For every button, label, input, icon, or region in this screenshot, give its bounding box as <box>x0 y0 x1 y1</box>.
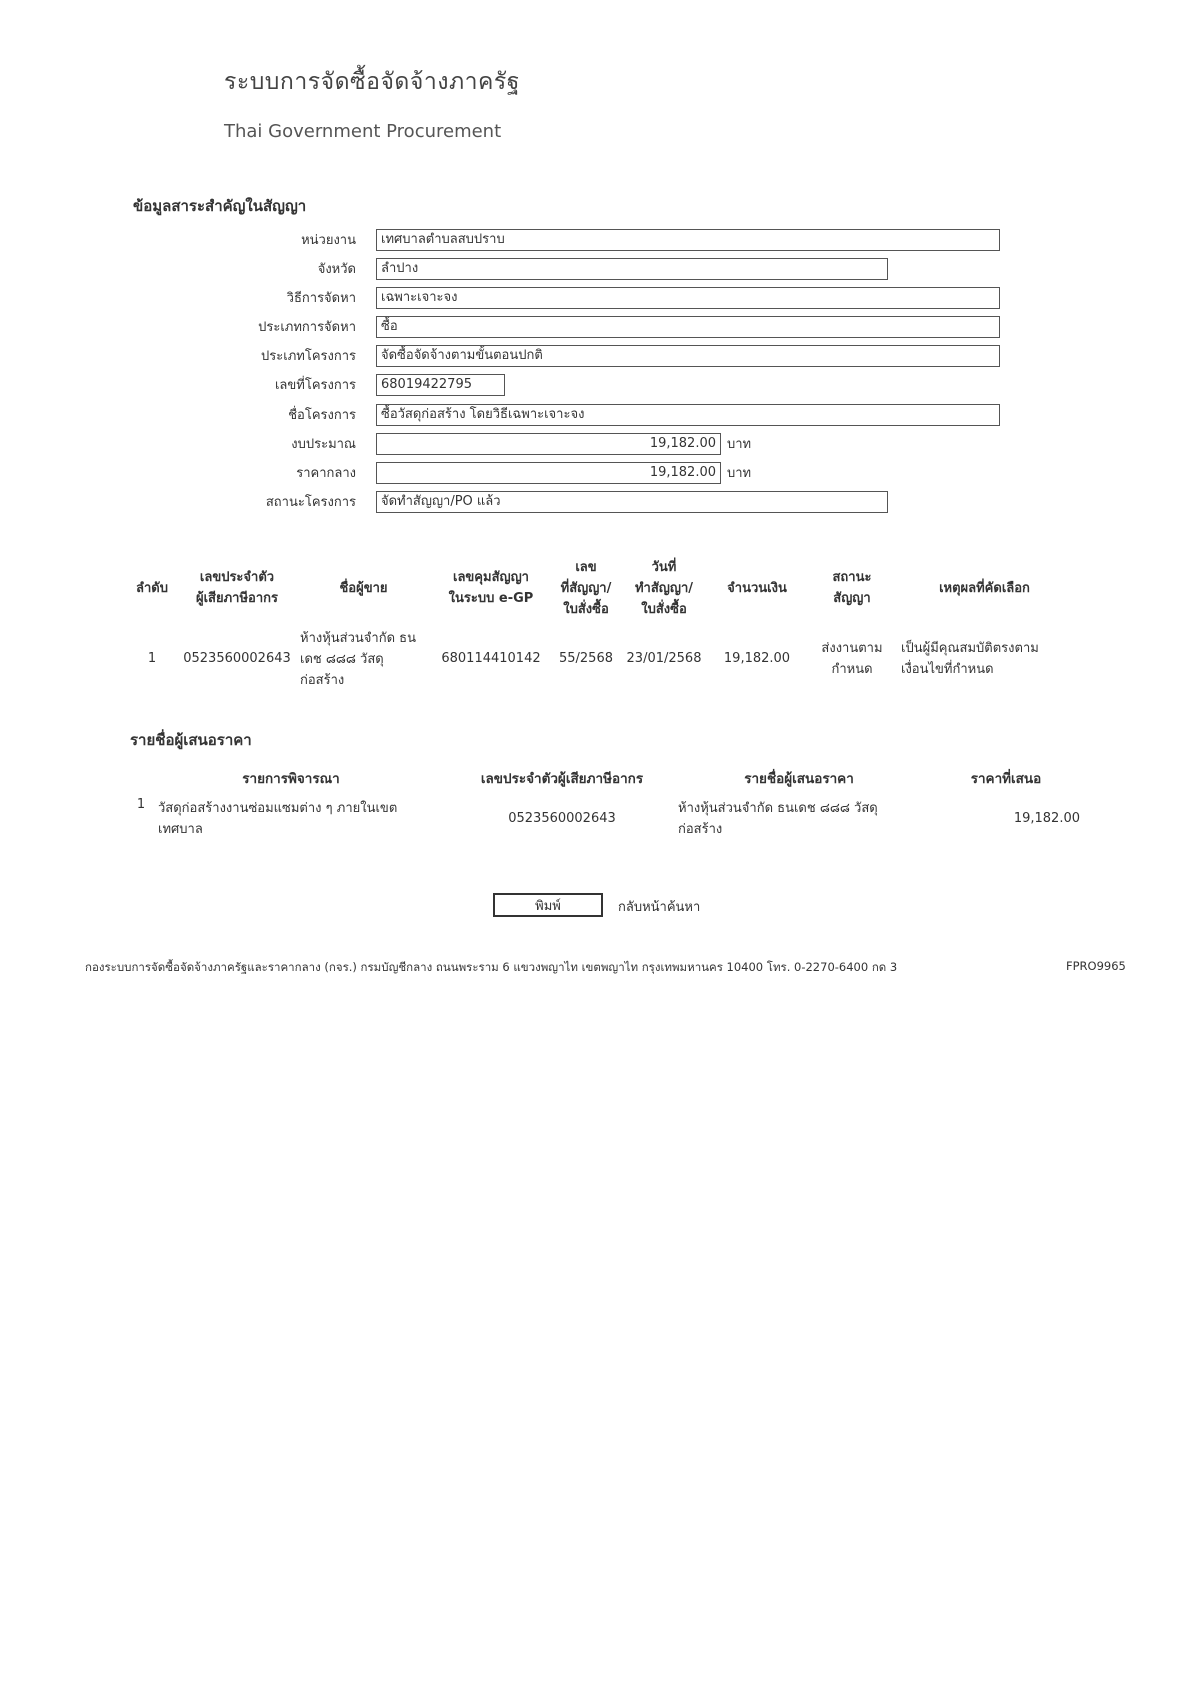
bidder-row <box>130 793 1086 843</box>
header-date-line2: ทำสัญญา/ <box>634 580 693 596</box>
header-status-line1: สถานะ <box>832 570 872 585</box>
bidder-name-line1: ห้างหุ้นส่วนจำกัด ธนเดช ๘๘๘ วัสดุ <box>678 801 878 816</box>
field-project-no-value: 68019422795 <box>376 374 505 396</box>
header-item: รายการพิจารณา <box>242 771 340 787</box>
header-control-no <box>431 551 551 623</box>
header-bid-price: ราคาที่เสนอ <box>970 771 1042 787</box>
print-button[interactable]: พิมพ์ <box>493 893 603 917</box>
header-bidder-name: รายชื่อผู้เสนอราคา <box>744 771 854 787</box>
header-status <box>807 551 897 623</box>
field-procurement-type-label: ประเภทการจัดหา <box>258 320 356 335</box>
contract-tax-id: 0523560002643 <box>183 650 291 666</box>
header-bidder-tax-id: เลขประจำตัวผู้เสียภาษีอากร <box>480 771 644 787</box>
footer-address: กองระบบการจัดซื้อจัดจ้างภาครัฐและราคากลาง (กจร.) กรมบัญชีกลาง ถนนพระราม 6 แขวงพญาไท เขตพญาไท กรุงเทพมหานคร 10400 โทร. 0-2270-6400 กด 3 <box>85 960 898 974</box>
field-median-price-value: 19,182.00 <box>376 462 721 484</box>
field-province-value: ลำปาง <box>376 258 888 280</box>
summary-section-title: ข้อมูลสาระสำคัญในสัญญา <box>133 197 307 215</box>
header-seller: ชื่อผู้ขาย <box>339 580 388 596</box>
bidder-item-line1: วัสดุก่อสร้างงานซ่อมแซมต่าง ๆ ภายในเขต <box>158 801 398 816</box>
header-date <box>621 551 707 623</box>
bidder-name-line2: ก่อสร้าง <box>678 822 723 837</box>
contract-status-line2: กำหนด <box>831 662 873 677</box>
field-project-type-value: จัดซื้อจัดจ้างตามขั้นตอนปกติ <box>376 345 1000 367</box>
field-budget-unit: บาท <box>727 437 752 452</box>
contract-status-line1: ส่งงานตาม <box>821 641 883 656</box>
field-agency-label: หน่วยงาน <box>301 233 356 248</box>
header-reason: เหตุผลที่คัดเลือก <box>939 580 1030 596</box>
contract-reason <box>897 623 1072 693</box>
header-contract-no-line3: ใบสั่งซื้อ <box>563 601 609 617</box>
header-tax-id-line1: เลขประจำตัว <box>199 570 275 585</box>
field-province-label: จังหวัด <box>317 262 356 277</box>
contract-seller-line3: ก่อสร้าง <box>300 672 345 688</box>
contract-seq: 1 <box>147 650 157 666</box>
bidders-header-row <box>130 763 1086 793</box>
bidder-tax-id: 0523560002643 <box>508 810 616 826</box>
header-date-line1: วันที่ <box>651 559 677 575</box>
contract-date: 23/01/2568 <box>626 650 702 666</box>
bidders-table <box>130 763 1086 843</box>
field-budget-value: 19,182.00 <box>376 433 721 455</box>
bidder-item <box>152 793 452 843</box>
contract-reason-line2: เงื่อนไขที่กำหนด <box>901 662 994 677</box>
header-seq: ลำดับ <box>136 580 168 596</box>
header-contract-no-line2: ที่สัญญา/ <box>560 580 612 596</box>
contracts-table <box>126 551 1072 693</box>
field-status-label: สถานะโครงการ <box>265 495 356 510</box>
contract-reason-line1: เป็นผู้มีคุณสมบัติตรงตาม <box>901 641 1039 656</box>
field-median-price-unit: บาท <box>727 466 752 481</box>
bidder-item-line2: เทศบาล <box>158 822 203 837</box>
contracts-header-row <box>126 551 1072 623</box>
header-status-line2: สัญญา <box>833 591 871 606</box>
field-method-label: วิธีการจัดหา <box>286 291 356 306</box>
contract-control-no: 680114410142 <box>441 650 541 666</box>
contract-amount: 19,182.00 <box>723 650 791 666</box>
header-contract-no <box>551 551 621 623</box>
bidders-section-title: รายชื่อผู้เสนอราคา <box>130 731 252 749</box>
header-amount: จำนวนเงิน <box>727 580 787 596</box>
field-agency-value: เทศบาลตำบลสบปราบ <box>376 229 1000 251</box>
contract-seller-line2: เดช ๘๘๘ วัสดุ <box>300 651 384 667</box>
field-project-type-label: ประเภทโครงการ <box>261 349 356 364</box>
page-title-en: Thai Government Procurement <box>224 121 502 142</box>
page-title-th: ระบบการจัดซื้อจัดจ้างภาครัฐ <box>224 69 520 95</box>
bidder-price: 19,182.00 <box>1013 810 1080 826</box>
field-project-no-label: เลขที่โครงการ <box>274 378 356 393</box>
back-to-search-link[interactable]: กลับหน้าค้นหา <box>618 900 701 915</box>
header-tax-id-line2: ผู้เสียภาษีอากร <box>195 591 278 606</box>
header-tax-id <box>178 551 296 623</box>
header-control-no-line1: เลขคุมสัญญา <box>453 570 529 585</box>
field-status-value: จัดทำสัญญา/PO แล้ว <box>376 491 888 513</box>
contract-seller-line1: ห้างหุ้นส่วนจำกัด ธน <box>300 630 416 646</box>
contract-status <box>807 623 897 693</box>
field-budget-label: งบประมาณ <box>291 437 356 452</box>
field-project-name-label: ชื่อโครงการ <box>288 408 356 423</box>
footer-code: FPRO9965 <box>1066 959 1126 973</box>
field-project-name-value: ซื้อวัสดุก่อสร้าง โดยวิธีเฉพาะเจาะจง <box>376 404 1000 426</box>
header-contract-no-line1: เลข <box>575 559 597 575</box>
field-procurement-type-value: ซื้อ <box>376 316 1000 338</box>
contract-no: 55/2568 <box>558 650 613 666</box>
bidder-name <box>672 793 926 843</box>
bidder-seq: 1 <box>136 797 146 812</box>
header-date-line3: ใบสั่งซื้อ <box>641 601 687 617</box>
header-control-no-line2: ในระบบ e-GP <box>448 591 534 606</box>
contract-seller <box>296 623 431 693</box>
contract-row <box>126 623 1072 693</box>
field-method-value: เฉพาะเจาะจง <box>376 287 1000 309</box>
field-median-price-label: ราคากลาง <box>296 466 356 481</box>
